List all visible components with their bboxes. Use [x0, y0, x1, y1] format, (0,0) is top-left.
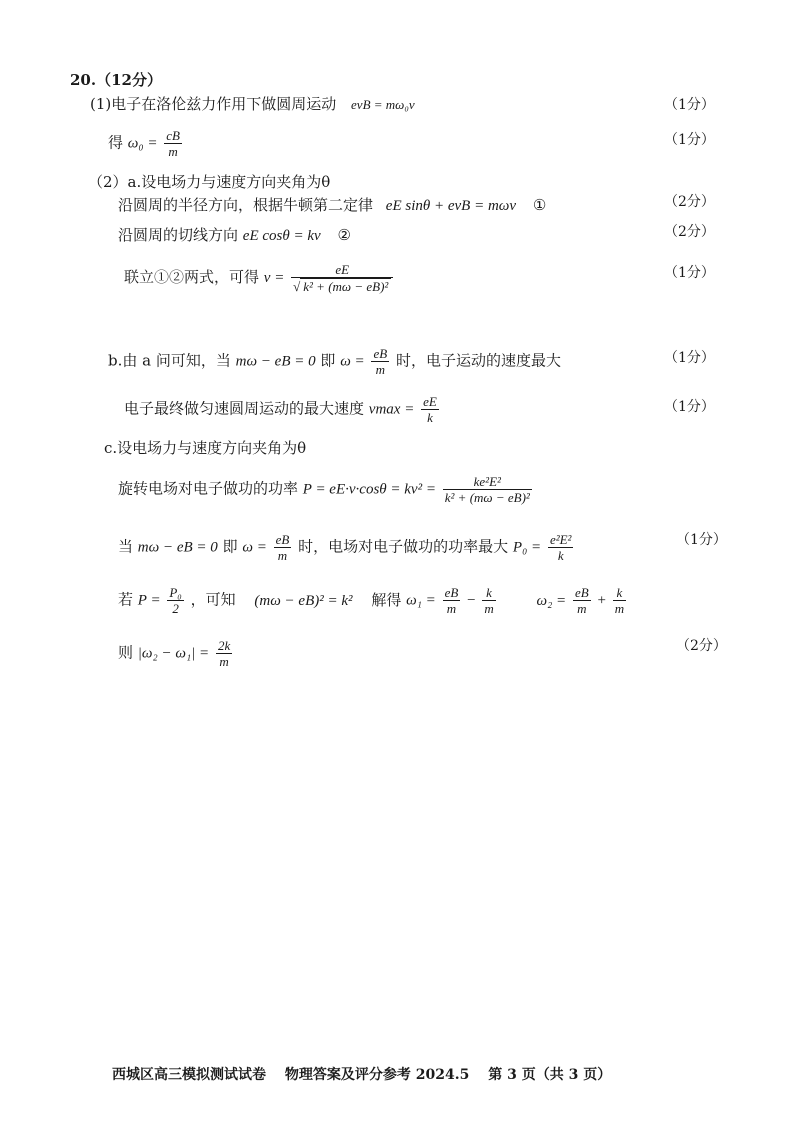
part1-line: [90, 94, 415, 115]
fraction-numerator: eB: [275, 532, 290, 547]
part2c-w2-operator: +: [597, 592, 606, 609]
part2c-power-text: 旋转电场对电子做功的功率: [118, 479, 299, 498]
part2c-max-points: （1分）: [676, 532, 727, 548]
fraction-numerator: e²E²: [549, 532, 572, 547]
part2a-radial-formula: eE sinθ + evB = mωv: [385, 198, 517, 214]
part2c-final-points: （2分）: [676, 638, 727, 654]
part2c-max-mid: 即: [222, 537, 238, 556]
fraction-denominator: m: [219, 654, 229, 669]
fraction-denominator: m: [168, 144, 178, 159]
part2c-intro: c.设电场力与速度方向夹角为θ: [104, 439, 307, 457]
part2c-if-fraction: [167, 585, 183, 616]
fraction-numerator: k: [482, 585, 495, 601]
fraction-denominator: 2: [172, 601, 179, 616]
part2c-if-text: ，可知: [190, 590, 236, 609]
part2c-solve-text: 解得: [371, 590, 402, 609]
fraction-denominator: m: [614, 601, 625, 616]
fraction-numerator: eB: [444, 585, 459, 600]
part2b-condition: mω − eB = 0: [235, 353, 316, 370]
part2b-vmax-points: （1分）: [664, 399, 715, 415]
part2a-combine-line: [124, 262, 395, 294]
part2c-max-line: [118, 532, 575, 563]
part2c-power-fraction: [443, 474, 532, 505]
part2c-max-lhs: P₀ =: [512, 539, 542, 556]
part2c-w2-fraction-a: [573, 585, 591, 616]
equation-mark-1: ①: [532, 196, 547, 214]
part2b-vmax-fraction: [421, 394, 439, 425]
part2c-if-line: [118, 585, 628, 616]
fraction-denominator: k: [427, 410, 433, 425]
part2c-final-lhs: |ω₂ − ω₁| =: [137, 645, 210, 662]
fraction-numerator: eE: [291, 262, 393, 278]
part1-result-prefix: 得: [108, 133, 124, 152]
part2b-line: [108, 346, 561, 377]
part2c-final-start: 则: [118, 643, 134, 662]
part2b-omega-fraction: [371, 346, 389, 377]
part2b-text-mid: 即: [320, 351, 336, 370]
part2c-max-condition: mω − eB = 0: [137, 539, 218, 556]
part2a-intro: （2）a.设电场力与速度方向夹角为θ: [88, 173, 331, 191]
part2c-final-line: [118, 638, 234, 669]
part2c-w1-fraction-b: [482, 585, 495, 616]
part2c-max-omega-fraction: [274, 532, 292, 563]
fraction-denominator: √ k² + (mω − eB)²: [291, 278, 393, 294]
fraction-numerator: cB: [166, 128, 180, 143]
part1-result: [108, 128, 184, 159]
part2a-combine-lhs: v =: [263, 270, 285, 286]
part2b-points: （1分）: [664, 350, 715, 366]
fraction-numerator: k: [613, 585, 626, 601]
fraction-numerator: ke²E²: [443, 474, 532, 490]
fraction-denominator: m: [577, 601, 587, 616]
footer-exam-name: 西城区高三模拟测试试卷: [112, 1067, 266, 1083]
part2b-text-start: b.由 a 问可知，当: [108, 351, 231, 370]
fraction-denominator: m: [484, 601, 494, 616]
fraction-numerator: eB: [373, 346, 388, 361]
fraction-denominator: m: [277, 548, 288, 563]
part2c-max-text: 时，电场对电子做功的功率最大: [298, 537, 509, 556]
part2a-tangent-points: （2分）: [664, 224, 715, 240]
sqrt-radicand: k² + (mω − eB)²: [300, 278, 391, 294]
footer-subject: 物理答案及评分参考 2024.5: [284, 1067, 470, 1083]
fraction-denominator: m: [446, 601, 457, 616]
part2b-text-end: 时，电子运动的速度最大: [395, 351, 561, 370]
fraction-numerator: eE: [423, 394, 437, 409]
part2c-max-omega-lhs: ω =: [242, 539, 267, 556]
part2c-if-eq: (mω − eB)² = k²: [254, 592, 353, 609]
question-header: 20.（12分）: [70, 71, 162, 89]
fraction-numerator: P₀: [169, 585, 182, 600]
part1-result-fraction: [164, 128, 182, 159]
part2b-omega-lhs: ω =: [340, 353, 365, 370]
part2c-power-formula: P = eE·v·cosθ = kv² =: [302, 481, 436, 498]
equation-mark-2: ②: [337, 226, 351, 244]
part2b-vmax-text: 电子最终做匀速圆周运动的最大速度: [124, 399, 365, 418]
part2c-w2-lhs: ω₂ =: [536, 592, 567, 609]
part1-result-lhs: ω₀ =: [127, 135, 158, 152]
part1-text: (1)电子在洛伦兹力作用下做圆周运动: [90, 95, 337, 113]
part2c-max-fraction: [548, 532, 574, 563]
fraction-denominator: k² + (mω − eB)²: [444, 490, 530, 505]
fraction-denominator: k: [557, 548, 564, 563]
part2a-combine-text: 联立①②两式，可得: [124, 268, 260, 286]
fraction-numerator: 2k: [217, 638, 231, 653]
part2c-if-start: 若: [118, 590, 134, 609]
part2c-w1-fraction-a: [443, 585, 461, 616]
part1-result-points: （1分）: [664, 132, 715, 148]
part1-formula: evB = mω₀v: [351, 97, 415, 112]
part2a-combine-points: （1分）: [664, 265, 715, 281]
part2b-vmax-lhs: vmax =: [368, 401, 415, 418]
part2c-w2-fraction-b: [613, 585, 626, 616]
part2b-vmax-line: [124, 394, 441, 425]
page-footer: [112, 1064, 611, 1084]
part2a-radial-text: 沿圆周的半径方向，根据牛顿第二定律: [118, 196, 374, 214]
footer-page-number: 第 3 页（共 3 页）: [488, 1067, 612, 1083]
part2c-power-line: [118, 474, 534, 505]
part2c-if-lhs: P =: [137, 592, 161, 609]
part2a-tangent-formula: eE cosθ = kv: [242, 228, 321, 244]
part2a-tangent-line: [118, 225, 351, 246]
part2a-radial-points: （2分）: [664, 194, 715, 210]
part2a-tangent-text: 沿圆周的切线方向: [118, 226, 239, 244]
fraction-numerator: eB: [574, 585, 589, 600]
part2c-w1-lhs: ω₁ =: [406, 592, 436, 609]
part2a-radial-line: [118, 195, 546, 216]
part1-points: （1分）: [664, 97, 715, 113]
fraction-denominator: m: [375, 362, 386, 377]
part2a-combine-fraction: [291, 262, 393, 294]
part2c-max-start: 当: [118, 537, 134, 556]
part2c-w1-operator: −: [467, 592, 476, 609]
part2c-final-fraction: [216, 638, 232, 669]
